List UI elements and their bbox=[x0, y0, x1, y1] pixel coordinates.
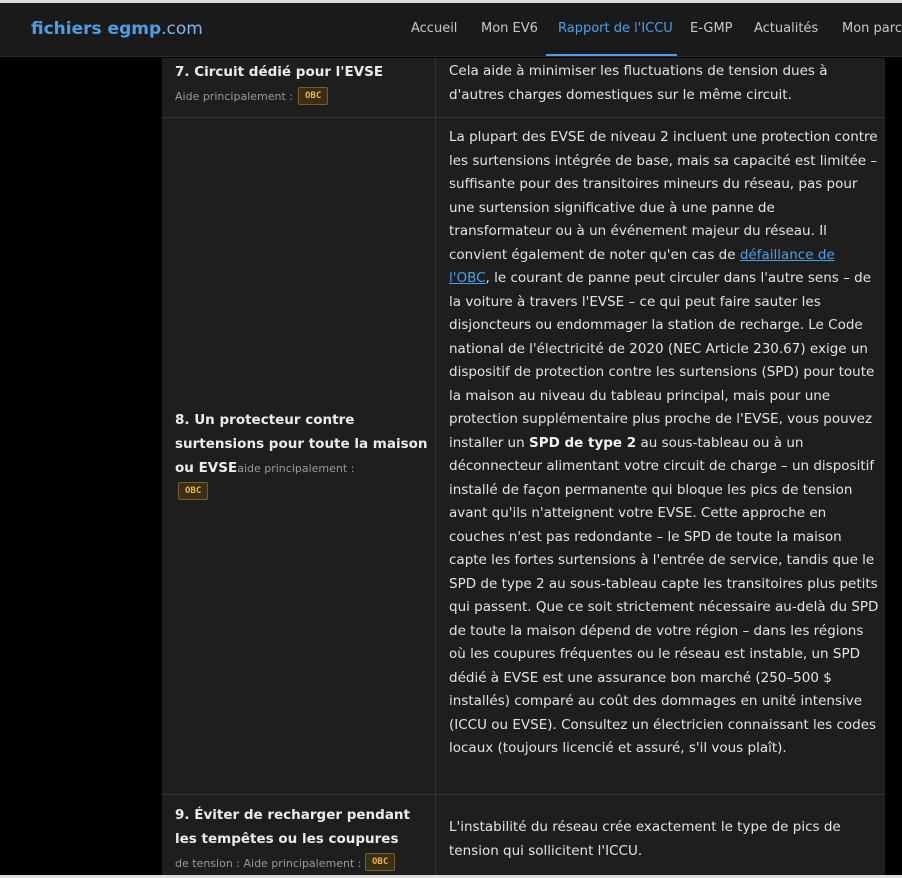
site-logo[interactable]: fichiers egmp.com bbox=[31, 19, 203, 39]
nav-actualites[interactable]: Actualités bbox=[754, 21, 819, 36]
row-description: Cela aide à minimiser les fluctuations de tension dues à d'autres charges domestiques sur le même circuit. bbox=[449, 63, 828, 103]
nav-mon-parc[interactable]: Mon parc bbox=[842, 21, 902, 36]
spd-type2-emphasis: SPD de type 2 bbox=[528, 434, 637, 451]
row-title: 9. Éviter de recharger pendant les tempêtes ou les coupures bbox=[175, 807, 410, 847]
row-title-cell bbox=[162, 58, 436, 117]
obc-badge: OBC bbox=[298, 87, 328, 105]
row-description-cell bbox=[436, 118, 885, 794]
row-title: 8. Un protecteur contre surtensions pour toute la maison ou EVSEaide principalement : bbox=[175, 412, 428, 476]
nav-e-gmp[interactable]: E-GMP bbox=[690, 21, 733, 36]
row-description-cell bbox=[436, 795, 885, 875]
row-description: L'instabilité du réseau crée exactement le type de pics de tension qui sollicitent l'ICCU. bbox=[449, 819, 841, 859]
table-row bbox=[162, 58, 885, 118]
aide-label: Aide principalement : bbox=[175, 90, 293, 103]
aide-label: de tension : Aide principalement : bbox=[175, 857, 362, 870]
active-nav-indicator bbox=[546, 54, 677, 56]
nav-rapport-iccu[interactable]: Rapport de l'ICCU bbox=[558, 21, 673, 36]
nav-accueil[interactable]: Accueil bbox=[411, 21, 458, 36]
obc-failure-link[interactable]: défaillance de l'OBC bbox=[449, 246, 835, 286]
row-description: La plupart des EVSE de niveau 2 incluent une protection contre les surtensions intégrée de base, mais sa capacité est limitée – suffisante pour des transitoires mineurs du réseau, pas pour une surtension significative due à une panne de transformateur ou à un événement majeur du réseau. Il convient également de noter qu'en cas de défaillance de l'OBC, le courant de panne peut circuler dans l'autre sens – de la voiture à travers l'EVSE – ce qui peut faire sauter les disjoncteurs ou endommager la station de recharge. Le Code national de l'électricité de 2020 (NEC Article 230.67) exige un dispositif de protection contre les surtensions (SPD) pour toute la maison au niveau du tableau principal, mais pour une protection supplémentaire plus proche de l'EVSE, vous pouvez installer un SPD de type 2 au sous-tableau ou à un déconnecteur alimentant votre circuit de charge – un dispositif installé de façon permanente qui bloque les pics de tension avant qu'ils n'atteignent votre EVSE. Cette approche en couches n'est pas redondante – le SPD de toute la maison capte les fortes surtensions à l'entrée de service, tandis que le SPD de type 2 au sous-tableau capte les transitoires plus petits qui passent. Que ce soit strictement nécessaire au-delà du SPD de toute la maison dépend de votre région – dans les régions où les coupures fréquentes ou le réseau est instable, un SPD dédié à EVSE est une assurance bon marché (250–500 $ installés) comparé au coût des dommages en unité intensive (ICCU ou EVSE). Consultez un électricien connaissant les codes locaux (toujours licencié et assuré, s'il vous plaît). bbox=[449, 129, 879, 756]
top-navbar bbox=[0, 3, 902, 57]
table-row bbox=[162, 118, 885, 795]
recommendations-table bbox=[162, 58, 885, 875]
row-description-cell bbox=[436, 58, 885, 117]
aide-label: aide principalement : bbox=[237, 462, 355, 475]
obc-badge: OBC bbox=[365, 853, 395, 871]
row-title-cell bbox=[162, 118, 436, 794]
nav-mon-ev6[interactable]: Mon EV6 bbox=[481, 21, 538, 36]
obc-badge: OBC bbox=[178, 482, 208, 500]
row-title-cell bbox=[162, 795, 436, 875]
row-title: 7. Circuit dédié pour l'EVSE bbox=[175, 64, 384, 80]
table-row bbox=[162, 795, 885, 875]
